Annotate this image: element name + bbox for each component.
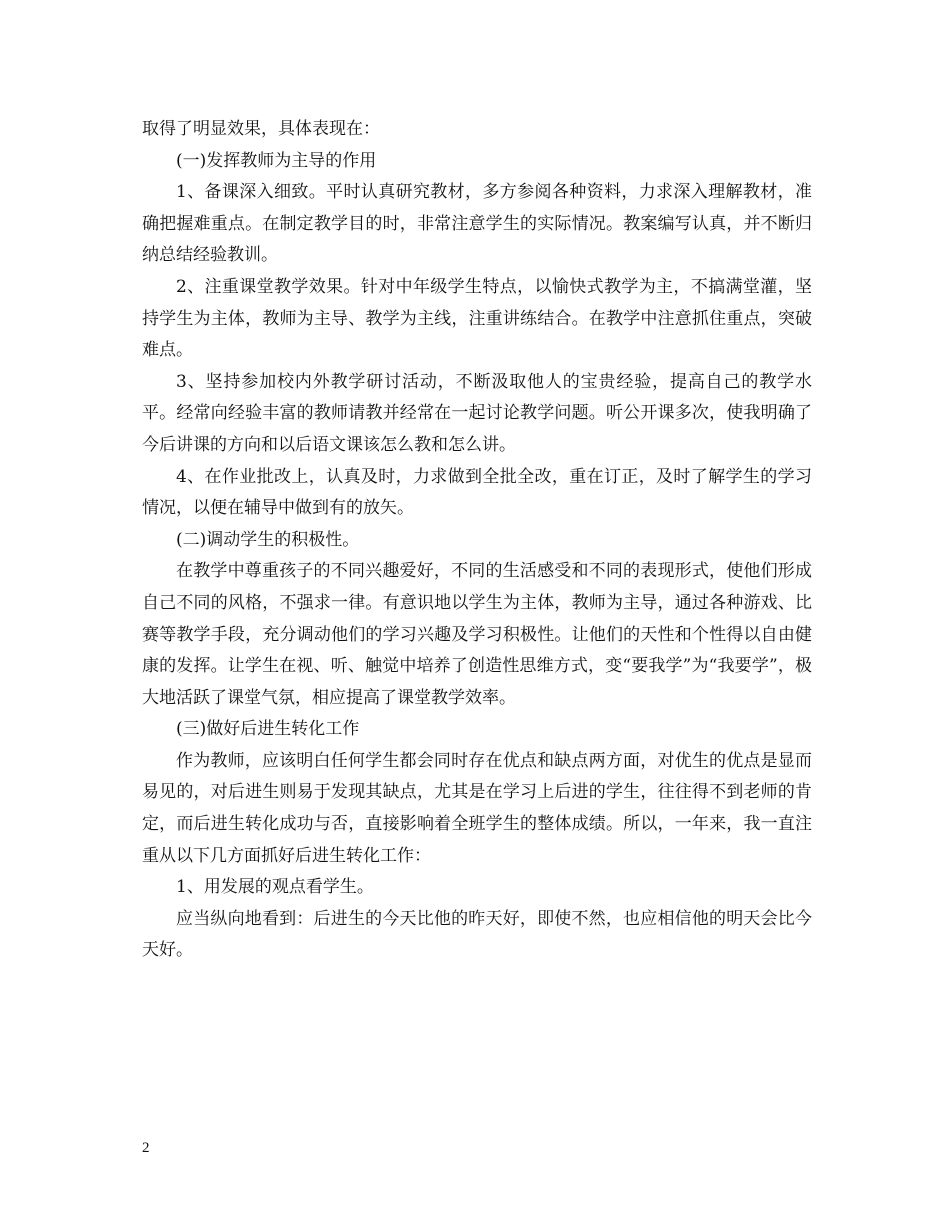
paragraph-development-view: 1、用发展的观点看学生。 [176, 877, 374, 898]
paragraph-homework-correction: 4、在作业批改上，认真及时，力求做到全批全改，重在订正，及时了解学生的学习情况，以便在辅导中做到有的放矢。 [142, 466, 812, 519]
heading-teacher-leading-role: (一)发挥教师为主导的作用 [176, 150, 377, 171]
paragraph-teaching-research: 3、坚持参加校内外教学研讨活动，不断汲取他人的宝贵经验，提高自己的教学水平。经常向经验丰富的教师请教并经常在一起讨论教学问题。听公开课多次，使我明确了今后讲课的方向和以后语文课该怎么教和怎么讲。 [142, 371, 812, 455]
paragraph-intro: 取得了明显效果，具体表现在： [142, 119, 380, 139]
document-body [142, 114, 812, 967]
heading-struggling-students: (三)做好后进生转化工作 [176, 719, 360, 740]
page-number: 2 [142, 1140, 150, 1156]
paragraph-respect-interests: 在教学中尊重孩子的不同兴趣爱好，不同的生活感受和不同的表现形式，使他们形成自己不同的风格，不强求一律。有意识地以学生为主体，教师为主导，通过各种游戏、比赛等教学手段，充分调动他们的学习兴趣及学习积极性。让他们的天性和个性得以自由健康的发挥。让学生在视、听、触觉中培养了创造性思维方式，变“要我学”为“我要学”，极大地活跃了课堂气氛，相应提高了课堂教学效率。 [142, 561, 812, 708]
paragraph-vertical-view: 应当纵向地看到：后进生的今天比他的昨天好，即使不然，也应相信他的明天会比今天好。 [142, 908, 812, 961]
paragraph-classroom-effect: 2、注重课堂教学效果。针对中年级学生特点，以愉快式教学为主，不搞满堂灌，坚持学生为主体，教师为主导、教学为主线，注重讲练结合。在教学中注意抓住重点，突破难点。 [142, 276, 812, 361]
paragraph-lesson-preparation: 1、备课深入细致。平时认真研究教材，多方参阅各种资料，力求深入理解教材，准确把握难重点。在制定教学目的时，非常注意学生的实际情况。教案编写认真，并不断归纳总结经验教训。 [142, 182, 812, 266]
paragraph-teacher-awareness: 作为教师，应该明白任何学生都会同时存在优点和缺点两方面，对优生的优点是显而易见的，对后进生则易于发现其缺点，尤其是在学习上后进的学生，往往得不到老师的肯定，而后进生转化成功与否，直接影响着全班学生的整体成绩。所以，一年来，我一直注重从以下几方面抓好后进生转化工作： [142, 750, 812, 866]
heading-student-motivation: (二)调动学生的积极性。 [176, 529, 360, 550]
